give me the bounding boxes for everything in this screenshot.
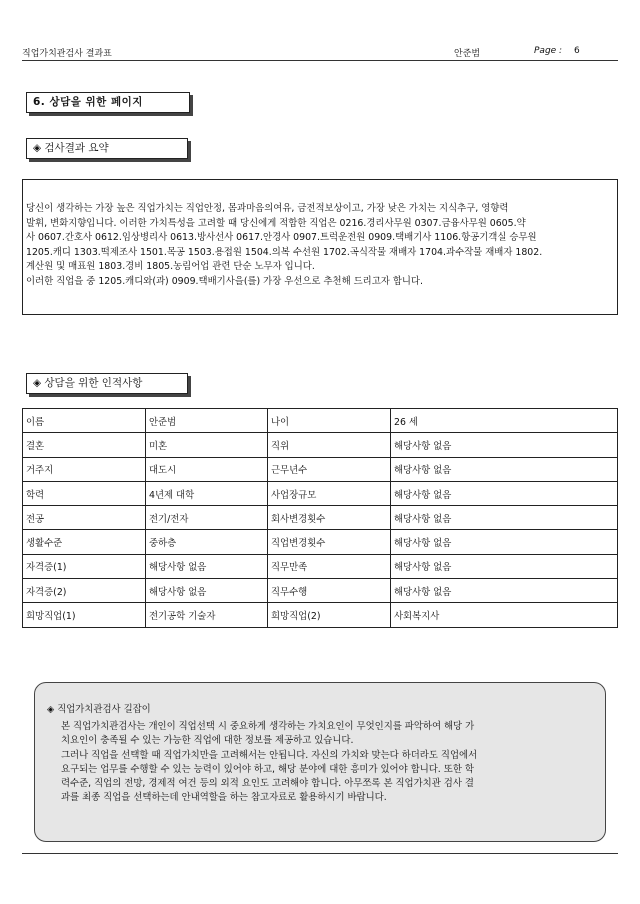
table-cell: 결혼 [23,433,146,457]
table-cell: 해당사항 없음 [391,579,618,603]
guide-body [47,720,591,805]
table-cell: 자격증(1) [23,554,146,578]
guide-line: 요구되는 업무를 수행할 수 있는 능력이 있어야 하고, 해당 분야에 대한 흥미가 있어야 합니다. 또한 학 [61,763,474,775]
summary-heading: ◈ 검사결과 요약 [26,138,188,159]
summary-line: 발휘, 변화지향입니다. 이러한 가치특성을 고려할 때 당신에게 적합한 직업은 0216.경리사무원 0307.금융사무원 0605.약 [26,217,526,229]
table-cell: 전기/전자 [146,506,268,530]
table-cell: 이름 [23,409,146,433]
table-cell: 중하층 [146,530,268,554]
table-row [23,506,618,530]
summary-line: 계산원 및 매표원 1803.경비 1805.농림어업 관련 단순 노무자 입니다. [26,261,315,273]
table-cell: 나이 [268,409,391,433]
guide-title: ◈ 직업가치관검사 길잡이 [47,704,151,715]
page-number: 6 [574,46,580,56]
table-cell: 사업장규모 [268,481,391,505]
guide-line: 그러나 직업을 선택할 때 직업가치만을 고려해서는 안됩니다. 자신의 가치와 맞는다 하더라도 직업에서 [61,749,478,761]
table-cell: 해당사항 없음 [146,554,268,578]
test-guide-box [34,682,606,842]
personal-info-heading: ◈ 상담을 위한 인적사항 [26,373,188,394]
table-cell: 직무수행 [268,579,391,603]
page-label: Page : [534,46,563,56]
table-row [23,579,618,603]
table-cell: 근무년수 [268,457,391,481]
summary-line: 1205.캐디 1303.떡제조사 1501.목공 1503.용접원 1504.의복 수선원 1702.곡식작물 재배자 1704.과수작물 재배자 1802. [26,246,543,258]
table-cell: 해당사항 없음 [391,506,618,530]
table-cell: 사회복지사 [391,603,618,627]
table-row [23,433,618,457]
table-cell: 학력 [23,481,146,505]
table-row [23,457,618,481]
table-cell: 전공 [23,506,146,530]
table-cell: 생활수준 [23,530,146,554]
table-cell: 자격증(2) [23,579,146,603]
table-cell: 해당사항 없음 [391,433,618,457]
guide-line: 과를 최종 직업을 선택하는데 안내역할을 하는 참고자료로 활용하시기 바랍니다. [61,792,387,804]
section-title: 6. 상담을 위한 페이지 [26,92,190,113]
guide-line: 력수준, 직업의 전망, 경제적 여건 등의 외적 요인도 고려해야 합니다. 아무쪼록 본 직업가치관 검사 결 [61,778,474,790]
table-cell: 해당사항 없음 [391,530,618,554]
examinee-name: 안준범 [454,49,481,59]
header-divider [22,60,618,61]
table-cell: 26 세 [391,409,618,433]
table-cell: 희망직업(2) [268,603,391,627]
table-cell: 대도시 [146,457,268,481]
summary-line: 사 0607.간호사 0612.임상병리사 0613.방사선사 0617.안경사 0907.트럭운전원 0909.택배기사 1106.항공기객실 승무원 [26,232,537,244]
table-cell: 직업변경횟수 [268,530,391,554]
table-cell: 4년제 대학 [146,481,268,505]
table-cell: 해당사항 없음 [391,481,618,505]
table-cell: 해당사항 없음 [146,579,268,603]
table-cell: 회사변경횟수 [268,506,391,530]
table-cell: 직무만족 [268,554,391,578]
table-cell: 해당사항 없음 [391,554,618,578]
table-cell: 거주지 [23,457,146,481]
table-cell: 해당사항 없음 [391,457,618,481]
table-cell: 전기공학 기술자 [146,603,268,627]
table-cell: 미혼 [146,433,268,457]
guide-line: 치요인이 충족될 수 있는 가능한 직업에 대한 정보를 제공하고 있습니다. [61,735,354,747]
table-cell: 직위 [268,433,391,457]
footer-divider [22,853,618,854]
table-row [23,603,618,627]
table-cell: 안준범 [146,409,268,433]
result-summary-box [22,179,618,315]
summary-line: 당신이 생각하는 가장 높은 직업가치는 직업안정, 몸과마음의여유, 금전적보상이고, 가장 낮은 가치는 지식추구, 영향력 [26,203,509,214]
page-header [22,44,618,60]
table-row [23,409,618,433]
table-row [23,554,618,578]
table-row [23,481,618,505]
table-cell: 희망직업(1) [23,603,146,627]
guide-line: 본 직업가치관검사는 개인이 직업선택 시 중요하게 생각하는 가치요인이 무엇인지를 파악하여 해당 가 [61,721,475,733]
report-title: 직업가치관검사 결과표 [22,49,112,59]
personal-info-table [22,408,618,628]
summary-line: 이러한 직업을 중 1205.캐디와(과) 0909.택배기사을(를) 가장 우선으로 추천해 드리고자 합니다. [26,275,423,287]
table-row [23,530,618,554]
